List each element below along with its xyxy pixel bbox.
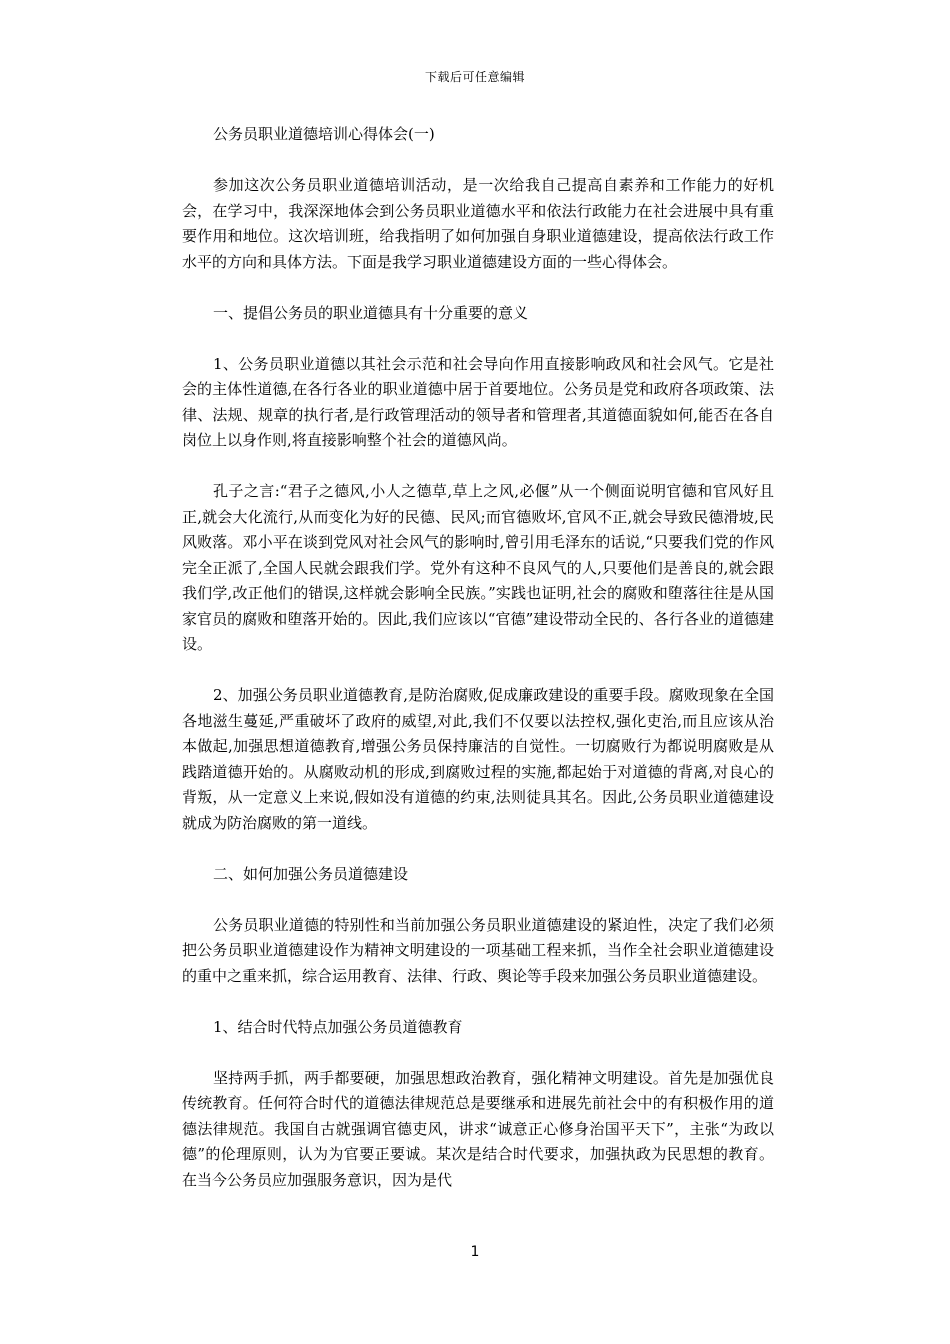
section-1-heading: 一、提倡公务员的职业道德具有十分重要的意义 [213, 303, 529, 322]
section-1-paragraph-3: 2、加强公务员职业道德教育,是防治腐败,促成廉政建设的重要手段。腐败现象在全国各地滋生蔓延,严重破坏了政府的威望,对此,我们不仅要以法控权,强化吏治,而且应该从治本做起,加强思想道德教育,增强公务员保持廉洁的自觉性。一切腐败行为都说明腐败是从践踏道德开始的。从腐败动机的形成,到腐败过程的实施,都起始于对道德的背离,对良心的背叛，从一定意义上来说,假如没有道德的约束,法则徒具其名。因此,公务员职业道德建设就成为防治腐败的第一道线。 [182, 686, 774, 832]
document-body [182, 122, 774, 1219]
section-2-paragraph-2: 坚持两手抓，两手都要硬，加强思想政治教育，强化精神文明建设。首先是加强优良传统教育。任何符合时代的道德法律规范总是要继承和进展先前社会中的有积极作用的道德法律规范。我国自古就强调官德吏风，讲求“诚意正心修身治国平天下”，主张“为政以德”的伦理原则，认为为官要正要诚。某次是结合时代要求，加强执政为民思想的教育。在当今公务员应加强服务意识，因为是代 [182, 1068, 774, 1189]
section-2-paragraph-1: 公务员职业道德的特别性和当前加强公务员职业道德建设的紧迫性，决定了我们必须把公务员职业道德建设作为精神文明建设的一项基础工程来抓，当作全社会职业道德建设的重中之重来抓，综合运用教育、法律、行政、舆论等手段来加强公务员职业道德建设。 [182, 915, 774, 985]
intro-paragraph: 参加这次公务员职业道德培训活动，是一次给我自己提高自素养和工作能力的好机会，在学习中，我深深地体会到公务员职业道德水平和依法行政能力在社会进展中具有重要作用和地位。这次培训班，给我指明了如何加强自身职业道德建设，提高依法行政工作水平的方向和具体方法。下面是我学习职业道德建设方面的一些心得体会。 [182, 176, 774, 271]
section-1-paragraph-1: 1、公务员职业道德以其社会示范和社会导向作用直接影响政风和社会风气。它是社会的主体性道德,在各行各业的职业道德中居于首要地位。公务员是党和政府各项政策、法律、法规、规章的执行者,是行政管理活动的领导者和管理者,其道德面貌如何,能否在各自岗位上以身作则,将直接影响整个社会的道德风尚。 [182, 354, 774, 449]
section-2-subheading-1: 1、结合时代特点加强公务员道德教育 [213, 1017, 463, 1036]
page-number: 1 [470, 1244, 480, 1260]
document-title: 公务员职业道德培训心得体会(一) [213, 125, 435, 143]
section-1-paragraph-2: 孔子之言:“君子之德风,小人之德草,草上之风,必偃”从一个侧面说明官德和官风好且正,就会大化流行,从而变化为好的民德、民风;而官德败坏,官风不正,就会导致民德滑坡,民风败落。邓小平在谈到党风对社会风气的影响时,曾引用毛泽东的话说,“只要我们党的作风完全正派了,全国人民就会跟我们学。党外有这种不良风气的人,只要他们是善良的,就会跟我们学,改正他们的错误,这样就会影响全民族。”实践也证明,社会的腐败和堕落往往是从国家官员的腐败和堕落开始的。因此,我们应该以“官德”建设带动全民的、各行各业的道德建设。 [182, 482, 774, 653]
section-2-heading: 二、如何加强公务员道德建设 [213, 864, 409, 883]
header-note: 下载后可任意编辑 [424, 70, 525, 84]
